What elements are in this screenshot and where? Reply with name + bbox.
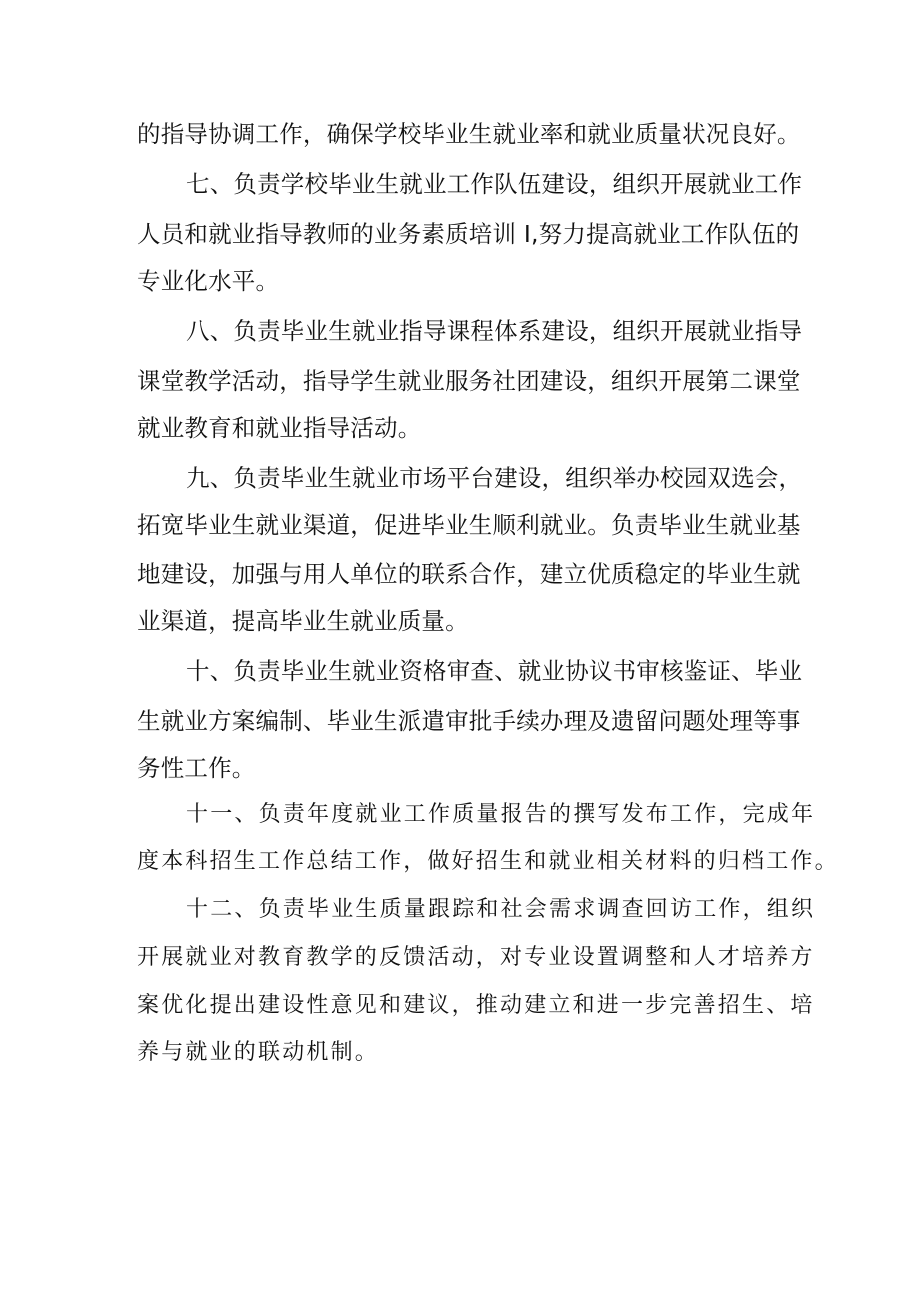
paragraph-line: 八、负责毕业生就业指导课程体系建设，组织开展就业指导 bbox=[186, 317, 803, 345]
paragraph-line: 十、负责毕业生就业资格审查、就业协议书审核鉴证、毕业 bbox=[186, 657, 803, 685]
paragraph-line: 养与就业的联动机制。 bbox=[137, 1040, 380, 1065]
paragraph-line: 拓宽毕业生就业渠道，促进毕业生顺利就业。负责毕业生就业基 bbox=[137, 511, 801, 539]
paragraph-line: 开展就业对教育教学的反馈活动，对专业设置调整和人才培养方 bbox=[137, 945, 815, 970]
paragraph-line: 业渠道，提高毕业生就业质量。 bbox=[137, 607, 469, 635]
paragraph-line: 就业教育和就业指导活动。 bbox=[137, 414, 422, 442]
paragraph-line: 的指导协调工作，确保学校毕业生就业率和就业质量状况良好。 bbox=[137, 120, 801, 148]
paragraph-line: 九、负责毕业生就业市场平台建设，组织举办校园双选会， bbox=[186, 464, 803, 492]
paragraph-line: 课堂教学活动，指导学生就业服务社团建设，组织开展第二课堂 bbox=[137, 367, 801, 395]
paragraph-line: 十一、负责年度就业工作质量报告的撰写发布工作，完成年 bbox=[186, 802, 816, 827]
paragraph-line: 地建设，加强与用人单位的联系合作，建立优质稳定的毕业生就 bbox=[137, 560, 801, 588]
paragraph-line: 人员和就业指导教师的业务素质培训 I,努力提高就业工作队伍的 bbox=[137, 220, 800, 248]
paragraph-line: 专业化水平。 bbox=[137, 267, 280, 295]
paragraph-line: 度本科招生工作总结工作，做好招生和就业相关材料的归档工作。 bbox=[137, 849, 839, 874]
paragraph-line: 务性工作。 bbox=[137, 754, 256, 782]
paragraph-line: 生就业方案编制、毕业生派遣审批手续办理及遗留问题处理等事 bbox=[137, 707, 801, 735]
paragraph-line: 十二、负责毕业生质量跟踪和社会需求调查回访工作，组织 bbox=[186, 897, 816, 922]
paragraph-line: 七、负责学校毕业生就业工作队伍建设，组织开展就业工作 bbox=[186, 170, 803, 198]
paragraph-line: 案优化提出建设性意见和建议，推动建立和进一步完善招生、培 bbox=[137, 993, 815, 1018]
